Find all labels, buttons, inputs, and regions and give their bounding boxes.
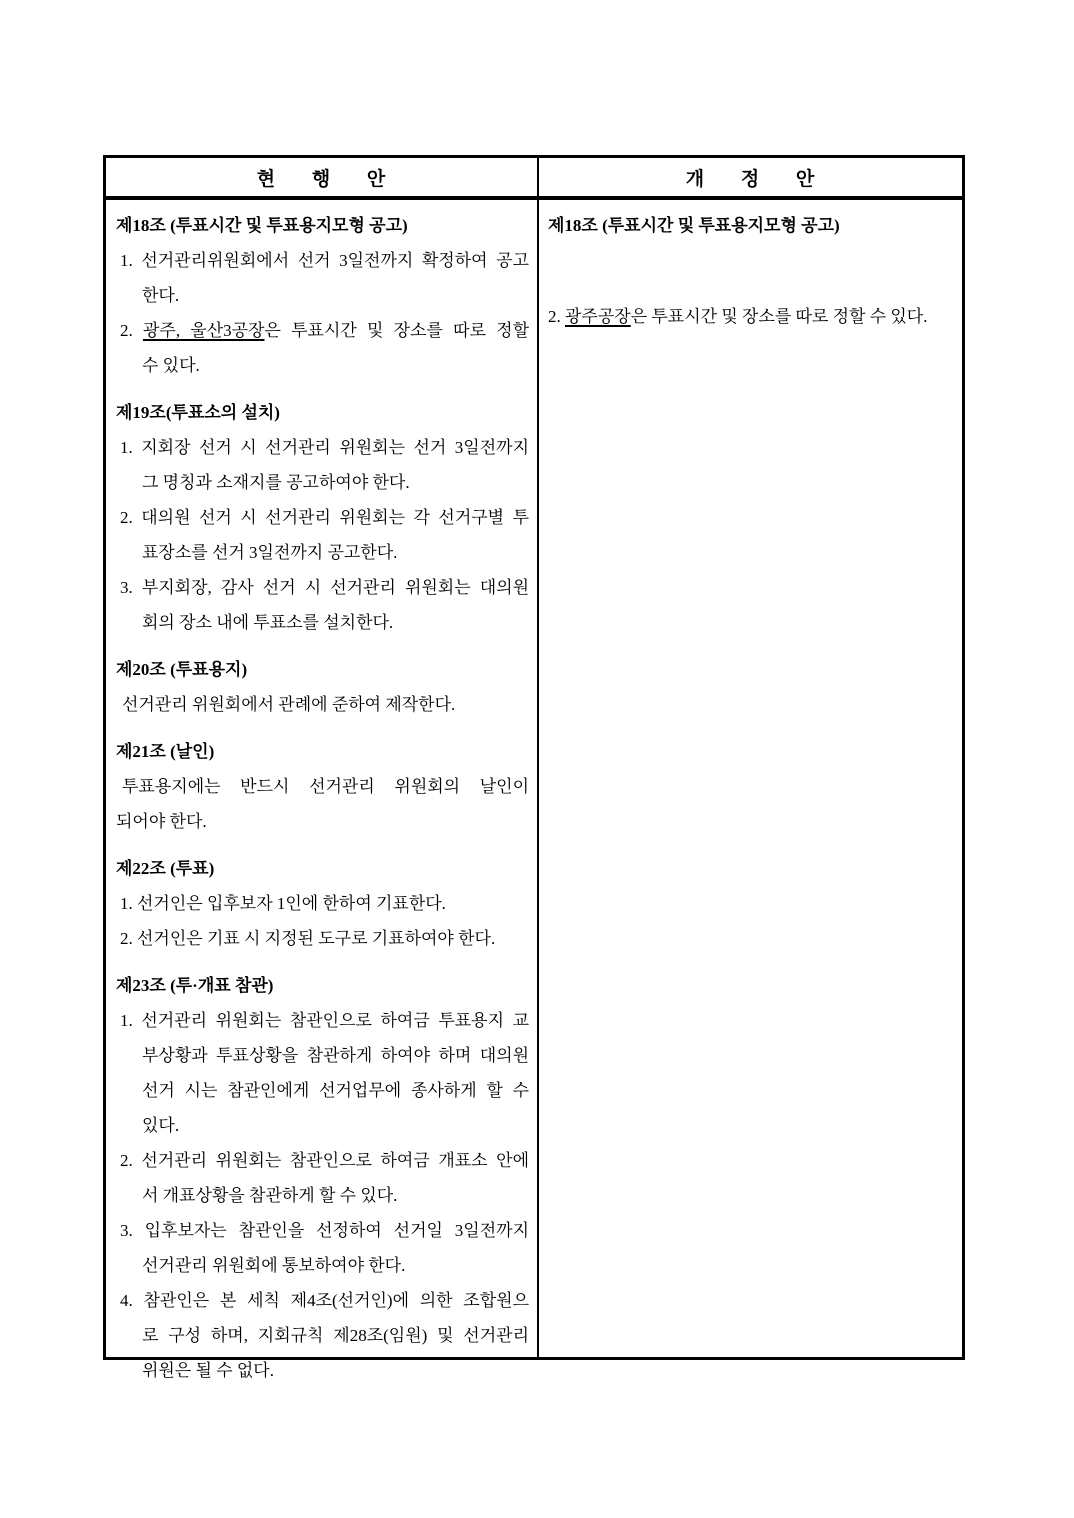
text-line: 선거 시는 참관인에게 선거업무에 종사하게 할 수 — [142, 1081, 529, 1100]
article-20 — [116, 652, 529, 722]
article-18-revised-title: 제18조 (투표시간 및 투표용지모형 공고) — [548, 216, 840, 235]
underlined-text: 광주공장 — [565, 307, 631, 326]
text-line: 3. 입후보자는 참관인을 선정하여 선거일 3일전까지 — [120, 1221, 529, 1240]
article-23-item-2 — [116, 1143, 529, 1213]
article-18-revised — [548, 208, 954, 334]
current-draft-column — [106, 200, 539, 1380]
article-23-title: 제23조 (투·개표 참관) — [116, 976, 274, 995]
text-line: 위원은 될 수 없다. — [142, 1361, 274, 1380]
article-19-item-1 — [116, 430, 529, 500]
table-body-row — [106, 200, 962, 1380]
article-23 — [116, 968, 529, 1388]
text-line: 2. 대의원 선거 시 선거관리 위원회는 각 선거구별 투 — [120, 508, 529, 527]
text-line: 선거관리 위원회에 통보하여야 한다. — [142, 1256, 406, 1275]
text-line — [120, 313, 529, 348]
article-22-item-1 — [116, 886, 529, 921]
article-18-title: 제18조 (투표시간 및 투표용지모형 공고) — [116, 216, 408, 235]
article-23-item-3 — [116, 1213, 529, 1283]
article-20-body — [116, 687, 529, 722]
article-21 — [116, 734, 529, 839]
text-line: 3. 부지회장, 감사 선거 시 선거관리 위원회는 대의원 — [120, 578, 529, 597]
article-18-item-1 — [116, 243, 529, 313]
article-23-item-1 — [116, 1003, 529, 1143]
text-line: 1. 지회장 선거 시 선거관리 위원회는 선거 3일전까지 — [120, 438, 529, 457]
article-22 — [116, 851, 529, 956]
text-line: 1. 선거인은 입후보자 1인에 한하여 기표한다. — [120, 894, 446, 913]
text-line: 4. 참관인은 본 세칙 제4조(선거인)에 의한 조합원으 — [120, 1291, 529, 1310]
item-text: 은 투표시간 및 장소를 따로 정할 — [264, 321, 529, 340]
article-19-title: 제19조(투표소의 설치) — [116, 403, 280, 422]
text-line: 2. 선거인은 기표 시 지정된 도구로 기표하여야 한다. — [120, 929, 496, 948]
article-23-item-4 — [116, 1283, 529, 1388]
text-line: 투표용지에는 반드시 선거관리 위원회의 날인이 — [122, 777, 529, 796]
text-line: 되어야 한다. — [116, 812, 207, 831]
item-text: 은 투표시간 및 장소를 따로 정할 수 있다. — [630, 307, 928, 326]
table-header-row — [106, 158, 962, 200]
article-19 — [116, 395, 529, 640]
text-line: 회의 장소 내에 투표소를 설치한다. — [142, 613, 394, 632]
article-19-item-2 — [116, 500, 529, 570]
text-line: 1. 선거관리위원회에서 선거 3일전까지 확정하여 공고 — [120, 251, 529, 270]
article-22-item-2 — [116, 921, 529, 956]
header-revised-draft: 개 정 안 — [685, 168, 816, 190]
text-line: 부상황과 투표상황을 참관하게 하여야 하며 대의원 — [142, 1046, 529, 1065]
article-21-body — [116, 769, 529, 839]
header-current-draft: 현 행 안 — [106, 158, 539, 196]
text-line: 한다. — [142, 286, 180, 305]
text-line: 로 구성 하며, 지회규칙 제28조(임원) 및 선거관리 — [142, 1326, 529, 1345]
text-line: 서 개표상황을 참관하게 할 수 있다. — [142, 1186, 398, 1205]
item-number: 2. — [120, 321, 143, 340]
article-19-item-3 — [116, 570, 529, 640]
article-18-revised-item-2 — [548, 299, 954, 334]
article-18-item-2 — [116, 313, 529, 383]
text-line: 수 있다. — [142, 356, 200, 375]
article-21-title: 제21조 (날인) — [116, 742, 215, 761]
article-18 — [116, 208, 529, 383]
text-line: 1. 선거관리 위원회는 참관인으로 하여금 투표용지 교 — [120, 1011, 529, 1030]
text-line: 2. 선거관리 위원회는 참관인으로 하여금 개표소 안에 — [120, 1151, 529, 1170]
text-line: 있다. — [142, 1116, 180, 1135]
text-line: 표장소를 선거 3일전까지 공고한다. — [142, 543, 398, 562]
text-line — [548, 299, 954, 334]
article-20-title: 제20조 (투표용지) — [116, 660, 248, 679]
text-line: 그 명칭과 소재지를 공고하여야 한다. — [142, 473, 410, 492]
article-22-title: 제22조 (투표) — [116, 859, 215, 878]
revised-draft-column — [539, 200, 962, 1357]
comparison-table — [103, 155, 965, 1380]
item-number: 2. — [548, 307, 565, 326]
underlined-text: 광주, 울산3공장 — [142, 321, 265, 340]
text-line: 선거관리 위원회에서 관례에 준하여 제작한다. — [122, 695, 456, 714]
